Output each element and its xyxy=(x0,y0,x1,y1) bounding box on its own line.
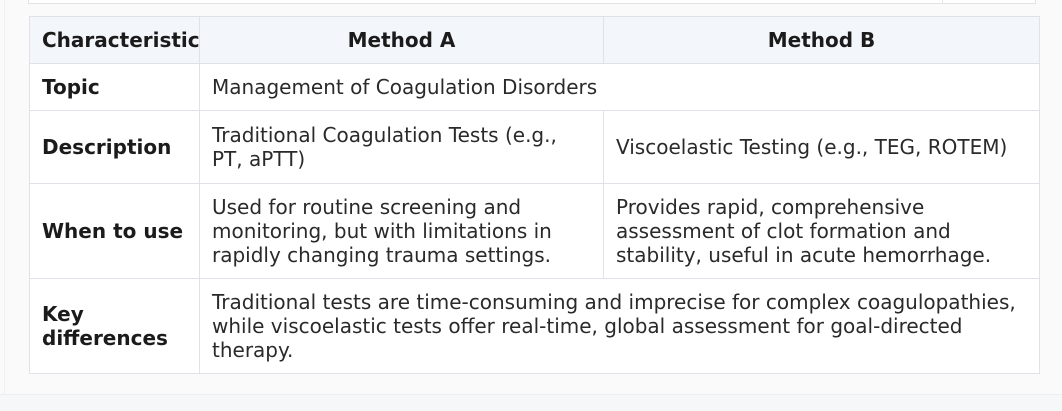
row-label-when-to-use: When to use xyxy=(30,184,200,279)
header-method-a: Method A xyxy=(200,17,604,64)
table-row-topic xyxy=(30,64,1040,111)
comparison-table xyxy=(29,16,1040,374)
cell-topic-value: Management of Coagulation Disorders xyxy=(200,64,1040,111)
cell-key-differences-value: Traditional tests are time-consuming and imprecise for complex coagulopathies, while viscoelastic tests offer real-time, global assessment for goal-directed therapy. xyxy=(200,279,1040,374)
row-label-key-differences: Key differences xyxy=(30,279,200,374)
table-row-key-differences xyxy=(30,279,1040,374)
table-row-when-to-use xyxy=(30,184,1040,279)
cell-when-to-use-method-b: Provides rapid, comprehensive assessment of clot formation and stability, useful in acute hemorrhage. xyxy=(604,184,1040,279)
cell-when-to-use-method-a: Used for routine screening and monitoring, but with limitations in rapidly changing trauma settings. xyxy=(200,184,604,279)
cell-description-method-b: Viscoelastic Testing (e.g., TEG, ROTEM) xyxy=(604,111,1040,184)
cell-description-method-a: Traditional Coagulation Tests (e.g., PT, aPTT) xyxy=(200,111,604,184)
previous-table-column-divider xyxy=(942,0,943,4)
next-section-edge xyxy=(0,394,1062,411)
table-row-description xyxy=(30,111,1040,184)
header-method-b: Method B xyxy=(604,17,1040,64)
header-characteristic: Characteristic xyxy=(30,17,200,64)
row-label-description: Description xyxy=(30,111,200,184)
table-header-row xyxy=(30,17,1040,64)
previous-table-edge xyxy=(28,0,1036,4)
row-label-topic: Topic xyxy=(30,64,200,111)
left-edge-rule xyxy=(4,0,5,410)
